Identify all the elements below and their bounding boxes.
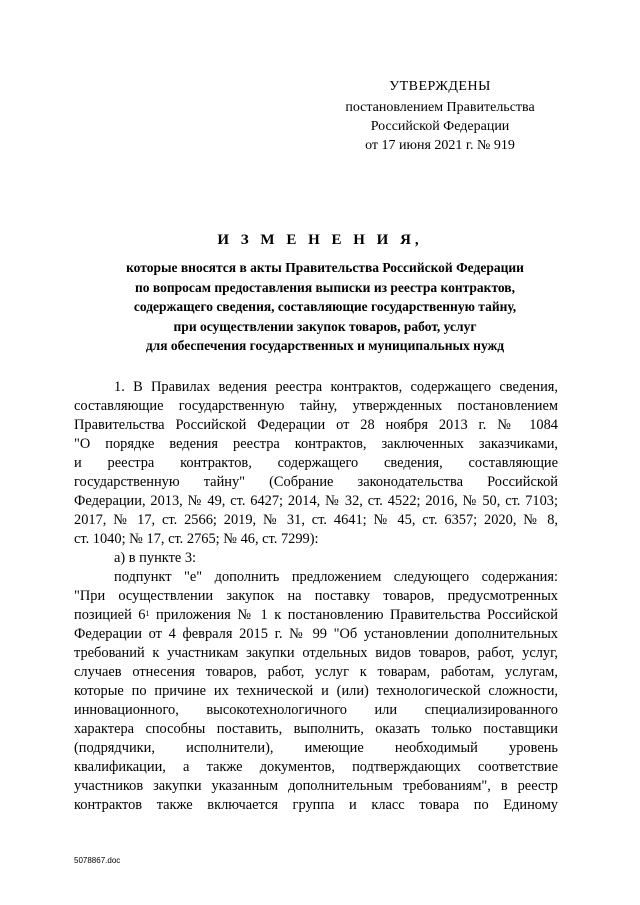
body-line: "При осуществлении закупок на поставку товаров, предусмотренных xyxy=(74,588,558,604)
body-line: случаев отнесения товаров, работ, услуг к товарам, работам, услугам, xyxy=(74,664,558,680)
approval-line-3: от 17 июня 2021 г. № 919 xyxy=(365,138,515,153)
body-line: 2017, № 17, ст. 2566; 2019, № 31, ст. 4641; № 45, ст. 6357; 2020, № 8, xyxy=(74,512,558,528)
subtitle-line: по вопросам предоставления выписки из реестра контрактов, xyxy=(135,279,515,295)
body-line: государственную тайну" (Собрание законодательства Российской xyxy=(74,474,558,490)
body-line: и реестра контрактов, содержащего сведения, составляющие xyxy=(74,455,558,471)
subtitle-line: содержащего сведения, составляющие государственную тайну, xyxy=(133,299,517,314)
body-line: характера способны поставить, выполнить, оказать только поставщики xyxy=(74,721,558,737)
body-line: квалификации, а также документов, подтверждающих соответствие xyxy=(74,759,558,775)
body-line: подпункт "е" дополнить предложением следующего содержания: xyxy=(114,569,558,585)
body-line: Правительства Российской Федерации от 28 ноября 2013 г. № 1084 xyxy=(74,417,558,433)
document-subtitle xyxy=(60,258,590,356)
body-line: инновационного, высокотехнологичного или специализированного xyxy=(74,702,558,718)
body-line: составляющие государственную тайну, утвержденных постановлением xyxy=(74,398,558,414)
subtitle-line: для обеспечения государственных и муниципальных нужд xyxy=(145,338,505,353)
approval-line-1: постановлением Правительства xyxy=(345,100,535,115)
approval-line-2: Российской Федерации xyxy=(370,119,510,134)
document-title: И З М Е Н Е Н И Я, xyxy=(217,232,423,248)
item-a: а) в пункте 3: xyxy=(114,550,197,566)
approval-block xyxy=(330,77,550,155)
subtitle-line: которые вносятся в акты Правительства Российской Федерации xyxy=(126,260,524,275)
subtitle-line: при осуществлении закупок товаров, работ, услуг xyxy=(173,318,477,334)
body-line: "О порядке ведения реестра контрактов, заключенных заказчиками, xyxy=(74,436,558,452)
body-line: контрактов также включается группа и класс товара по Единому xyxy=(74,797,558,813)
approval-heading: УТВЕРЖДЕНЫ xyxy=(389,79,491,94)
body-line: Федерации от 4 февраля 2015 г. № 99 "Об установлении дополнительных xyxy=(74,626,558,642)
body-line: Федерации, 2013, № 49, ст. 6427; 2014, № 32, ст. 4522; 2016, № 50, ст. 7103; xyxy=(74,493,558,509)
document-body xyxy=(74,378,558,815)
body-line: (подрядчики, исполнители), имеющие необходимый уровень xyxy=(74,740,558,756)
superscript: 1 xyxy=(145,609,150,618)
body-line: требований к участникам закупки отдельных видов товаров, работ, услуг, xyxy=(74,645,558,661)
text-fragment: позицией 6 xyxy=(74,607,146,623)
body-line: 1. В Правилах ведения реестра контрактов, содержащего сведения, xyxy=(114,379,558,395)
file-name-footer: 5078867.doc xyxy=(74,856,121,865)
text-fragment: приложения № 1 к постановлению Правительства Российской xyxy=(149,607,558,623)
body-line: ст. 1040; № 17, ст. 2765; № 46, ст. 7299): xyxy=(74,531,319,547)
body-line-with-superscript xyxy=(74,606,558,625)
body-line: участников закупки указанным дополнительным требованиям", в реестр xyxy=(74,778,558,794)
body-line: которые по причине их технической и (или) технологической сложности, xyxy=(74,683,558,699)
